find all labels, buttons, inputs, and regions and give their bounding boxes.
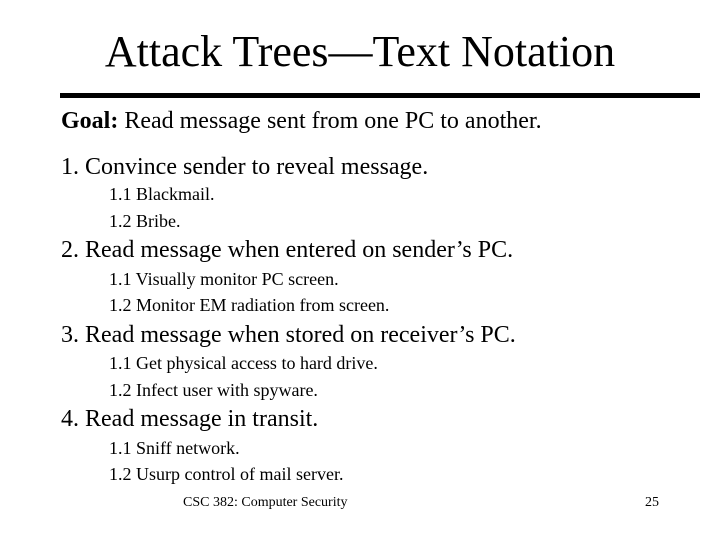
attack-subitem-2-1: 1.1 Visually monitor PC screen. — [109, 269, 339, 289]
attack-subitem-1-1: 1.1 Blackmail. — [109, 184, 215, 204]
goal-label: Goal: — [61, 108, 119, 134]
page-number: 25 — [645, 495, 659, 510]
attack-subitem-4-1: 1.1 Sniff network. — [109, 438, 240, 458]
attack-subitem-2-2: 1.2 Monitor EM radiation from screen. — [109, 295, 390, 315]
slide-footer: CSC 382: Computer Security — [183, 495, 348, 510]
goal-statement — [61, 106, 542, 136]
title-divider — [60, 93, 700, 98]
goal-text: Read message sent from one PC to another. — [118, 108, 542, 134]
attack-item-1: 1. Convince sender to reveal message. — [61, 154, 429, 180]
attack-item-2: 2. Read message when entered on sender’s PC. — [61, 237, 514, 263]
attack-subitem-1-2: 1.2 Bribe. — [109, 211, 181, 231]
attack-item-3: 3. Read message when stored on receiver’s PC. — [61, 322, 516, 348]
attack-subitem-3-2: 1.2 Infect user with spyware. — [109, 380, 318, 400]
attack-item-4: 4. Read message in transit. — [61, 406, 319, 432]
slide-title: Attack Trees—Text Notation — [104, 27, 616, 76]
attack-subitem-3-1: 1.1 Get physical access to hard drive. — [109, 353, 378, 373]
attack-subitem-4-2: 1.2 Usurp control of mail server. — [109, 464, 344, 484]
